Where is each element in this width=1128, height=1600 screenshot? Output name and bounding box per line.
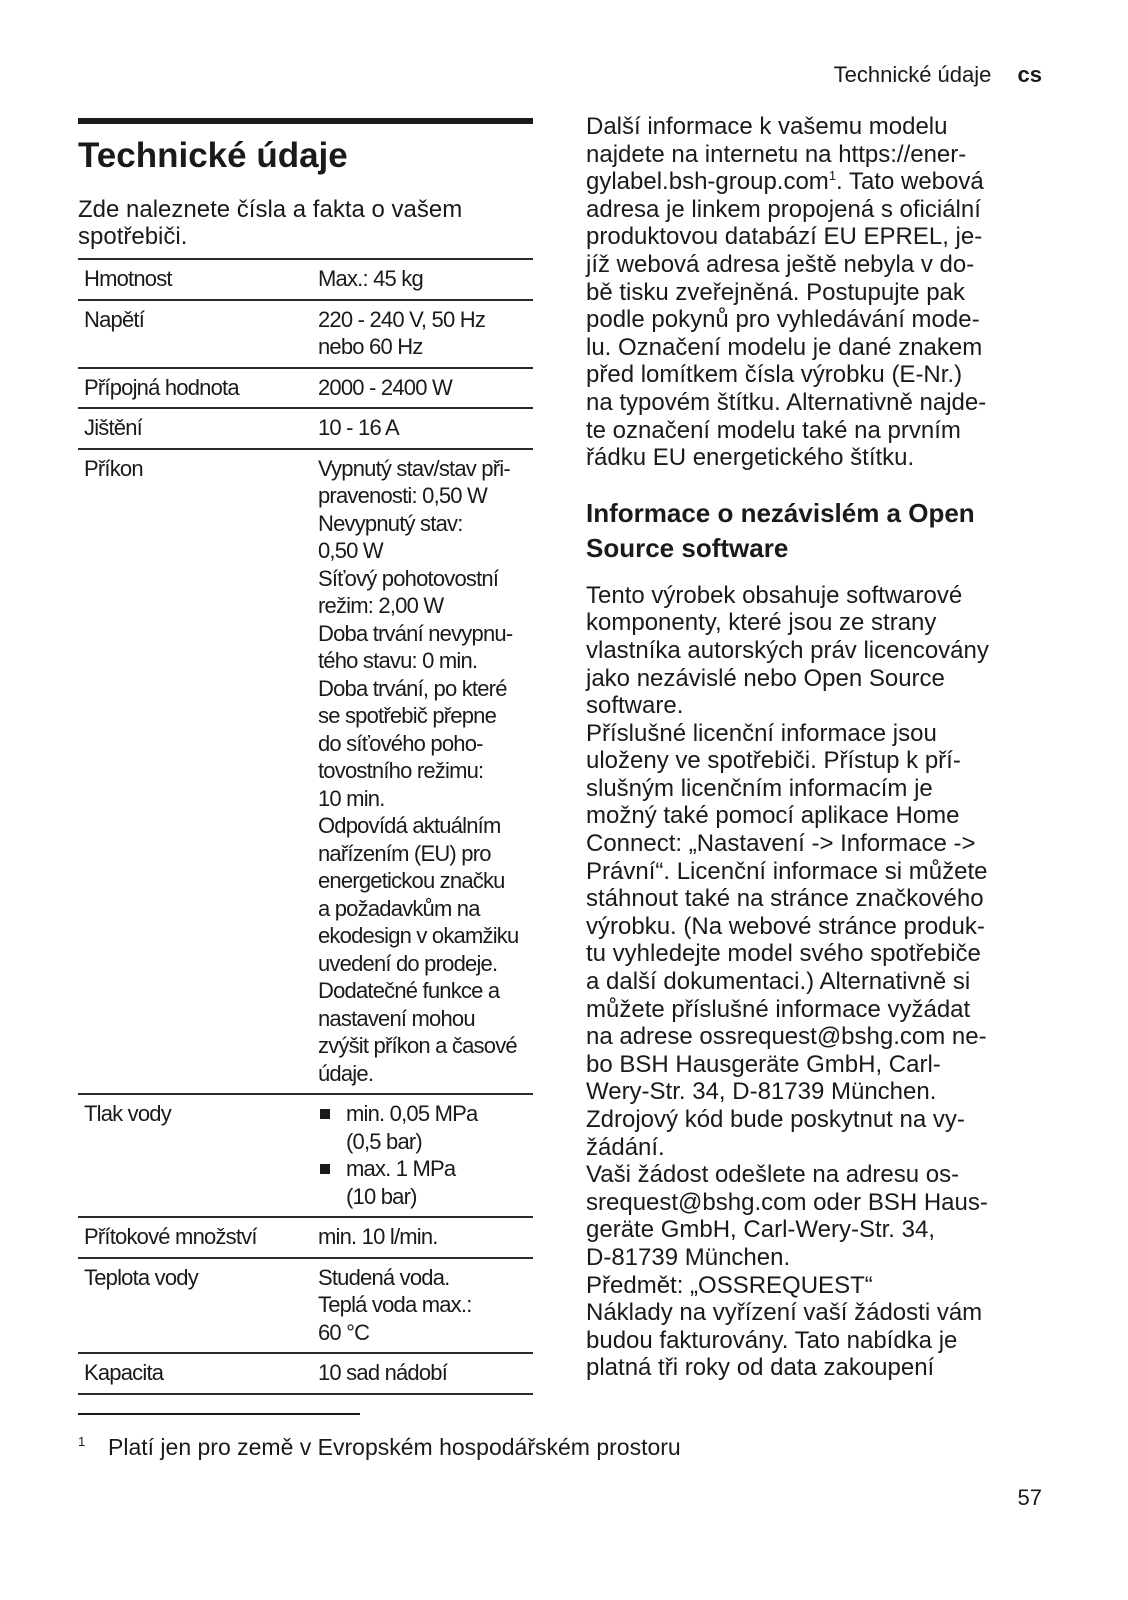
eprel-line: bě tisku zveřejněná. Postupujte pak [586,278,965,306]
spec-value-line: Síťový pohotovostní [318,565,499,591]
spec-label: Kapacita [84,1360,164,1385]
header-language-code: cs [1017,62,1042,87]
spec-value-line: Doba trvání nevypnu- [318,620,513,646]
eprel-line: před lomítkem čísla výrobku (E-Nr.) [586,361,963,389]
eprel-line: podle pokynů pro vyhledávání mode- [586,306,980,334]
header-section-title: Technické údaje [833,62,992,87]
spec-value-line: nastavení mohou [318,1005,475,1031]
right-column [586,113,1046,1382]
running-header [834,62,1042,88]
open-source-line: budou fakturovány. Tato nabídka je [586,1326,958,1354]
table-row [78,300,533,368]
spec-value-line: Odpovídá aktuálním [318,813,501,838]
spec-value-line: Doba trvání, po které [318,675,507,701]
spec-value-line: 2000 - 2400 W [318,374,452,400]
footnote-ref: 1 [828,168,837,184]
spec-value-line: se spotřebič přepne [318,703,497,728]
open-source-line: na adrese ossrequest@bshg.com ne- [586,1023,987,1051]
open-source-line: výrobku. (Na webové stránce produk- [586,912,985,940]
spec-value-line: 10 - 16 A [318,415,399,440]
eprel-line: najdete na internetu na https://ener- [586,140,967,168]
page-title: Technické údaje [78,136,348,175]
spec-value-line: údaje. [318,1060,374,1086]
table-row [78,368,533,409]
spec-value [312,259,533,300]
bullet-item [318,1155,533,1210]
spec-value-line: tého stavu: 0 min. [318,648,478,673]
open-source-line: stáhnout také na stránce značkového [586,885,984,913]
eprel-link[interactable]: gylabel.bsh-group.com [586,168,829,196]
spec-value [312,1094,533,1217]
table-row [78,408,533,449]
open-source-line: Connect: „Nastavení -> Informace -> [586,830,976,858]
spec-value-line: ekodesign v okamžiku [318,923,519,948]
bullet-text [346,1155,455,1210]
section-heading-line: Source software [586,532,789,563]
footnote-text: Platí jen pro země v Evropském hospodářském prostoru [108,1434,681,1460]
spec-value-line: energetickou značku [318,868,505,893]
spec-label: Jištění [84,415,142,440]
spec-value [312,1258,533,1354]
open-source-line: a další dokumentaci.) Alternativně si [586,968,971,996]
spec-value-line: 10 min. [318,785,385,811]
bullet-text-line: min. 0,05 MPa [346,1101,478,1126]
spec-value-line: uvedení do prodeje. [318,950,498,976]
bullet-item [318,1100,533,1155]
open-source-line: slušným licenčním informacím je [586,774,933,802]
spec-value-line: Teplá voda max.: [318,1292,472,1317]
eprel-line: lu. Označení modelu je dané znakem [586,333,983,361]
open-source-line: Tento výrobek obsahuje softwarové [586,581,963,609]
eprel-line: . Tato webová [836,168,984,196]
table-row [78,1217,533,1258]
spec-value-line: nařízením (EU) pro [318,840,491,866]
open-source-line: software. [586,692,684,720]
open-source-line: Vaši žádost odešlete na adresu os- [586,1161,960,1189]
eprel-line: te označení modelu také na prvním [586,416,961,444]
table-row [78,449,533,1095]
spec-label: Napětí [84,306,145,332]
bullet-text-line: max. 1 MPa [346,1156,456,1181]
open-source-line: vlastníka autorských práv licencovány [586,636,989,664]
open-source-line: možný také pomocí aplikace Home [586,802,960,830]
spec-value-line: 10 sad nádobí [318,1360,448,1385]
specs-table [78,258,533,1395]
spec-value-line: Dodatečné funkce a [318,978,500,1003]
table-row [78,259,533,300]
open-source-line: bo BSH Hausgeräte GmbH, Carl- [586,1050,941,1078]
table-row [78,1353,533,1394]
open-source-line: Příslušné licenční informace jsou [586,719,937,747]
bullet-text-line: (10 bar) [346,1183,417,1209]
spec-label: Hmotnost [84,266,172,291]
spec-value-line: min. 10 l/min. [318,1224,438,1249]
open-source-line: komponenty, které jsou ze strany [586,609,937,637]
spec-value [312,1217,533,1258]
eprel-line: adresa je linkem propojená s oficiální [586,195,981,223]
spec-label: Tlak vody [84,1101,171,1126]
spec-value [312,1353,533,1394]
spec-value-line: do síťového poho- [318,730,483,756]
eprel-line: na typovém štítku. Alternativně najde- [586,388,987,416]
spec-value-line: Studená voda. [318,1264,450,1290]
open-source-line: tu vyhledejte model svého spotřebiče [586,940,981,968]
spec-label: Příkon [84,455,143,481]
bullet-square-icon [320,1164,330,1174]
eprel-paragraph [586,113,1046,472]
spec-value-line: 220 - 240 V, 50 Hz [318,306,486,332]
open-source-line: D-81739 München. [586,1243,791,1271]
open-source-line: geräte GmbH, Carl-Wery-Str. 34, [586,1216,935,1244]
open-source-line: srequest@bshg.com oder BSH Haus- [586,1188,988,1216]
open-source-paragraph [586,582,1046,1382]
eprel-line: Další informace k vašemu modelu [586,113,948,140]
spec-value [312,449,533,1095]
spec-value-line: tovostního režimu: [318,758,484,783]
open-source-line: Wery-Str. 34, D-81739 München. [586,1078,937,1106]
open-source-line: Zdrojový kód bude poskytnut na vy- [586,1106,965,1133]
open-source-line: Předmět: „OSSREQUEST“ [586,1271,873,1299]
spec-value-line: režim: 2,00 W [318,593,444,618]
spec-value-line: Vypnutý stav/stav při- [318,455,510,481]
open-source-line: žádání. [586,1133,665,1161]
table-row [78,1258,533,1354]
bullet-square-icon [320,1109,330,1119]
open-source-line: platná tři roky od data zakoupení [586,1354,935,1382]
footnote: 1 Platí jen pro země v Evropském hospodářském prostoru [78,1434,681,1460]
spec-value [312,368,533,409]
title-rule [78,118,533,124]
spec-value-line: Max.: 45 kg [318,266,423,291]
bullet-text [346,1100,477,1155]
open-source-line: uloženy ve spotřebiči. Přístup k pří- [586,747,961,775]
spec-label: Přítokové množství [84,1224,257,1249]
open-source-line: Právní“. Licenční informace si můžete [586,857,988,885]
footnote-rule [78,1413,360,1415]
eprel-line: produktovou databází EU EPREL, je- [586,223,983,251]
intro-text: Zde naleznete čísla a fakta o vašem spotřebiči. [78,196,463,250]
section-heading [586,496,1046,566]
open-source-line: jako nezávislé nebo Open Source [586,664,945,692]
spec-value-line: a požadavkům na [318,895,480,921]
table-row [78,1094,533,1217]
open-source-line: Náklady na vyřízení vaší žádosti vám [586,1299,983,1327]
spec-value-line: 0,50 W [318,538,383,563]
spec-value-line: zvýšit příkon a časové [318,1033,517,1058]
spec-value [312,408,533,449]
spec-value [312,300,533,368]
spec-value-line: pravenosti: 0,50 W [318,483,488,508]
spec-label: Přípojná hodnota [84,374,239,400]
spec-value-line: nebo 60 Hz [318,334,423,359]
spec-value-line: Nevypnutý stav: [318,510,463,536]
section-heading-line: Informace o nezávislém a Open [586,497,975,528]
bullet-text-line: (0,5 bar) [346,1128,422,1154]
page-number: 57 [1017,1485,1042,1510]
left-column [78,118,533,1395]
eprel-line: řádku EU energetického štítku. [586,444,915,472]
spec-value-line: 60 °C [318,1319,370,1345]
spec-label: Teplota vody [84,1264,198,1290]
open-source-line: můžete příslušné informace vyžádat [586,995,971,1023]
eprel-line: jíž webová adresa ještě nebyla v do- [586,250,975,278]
